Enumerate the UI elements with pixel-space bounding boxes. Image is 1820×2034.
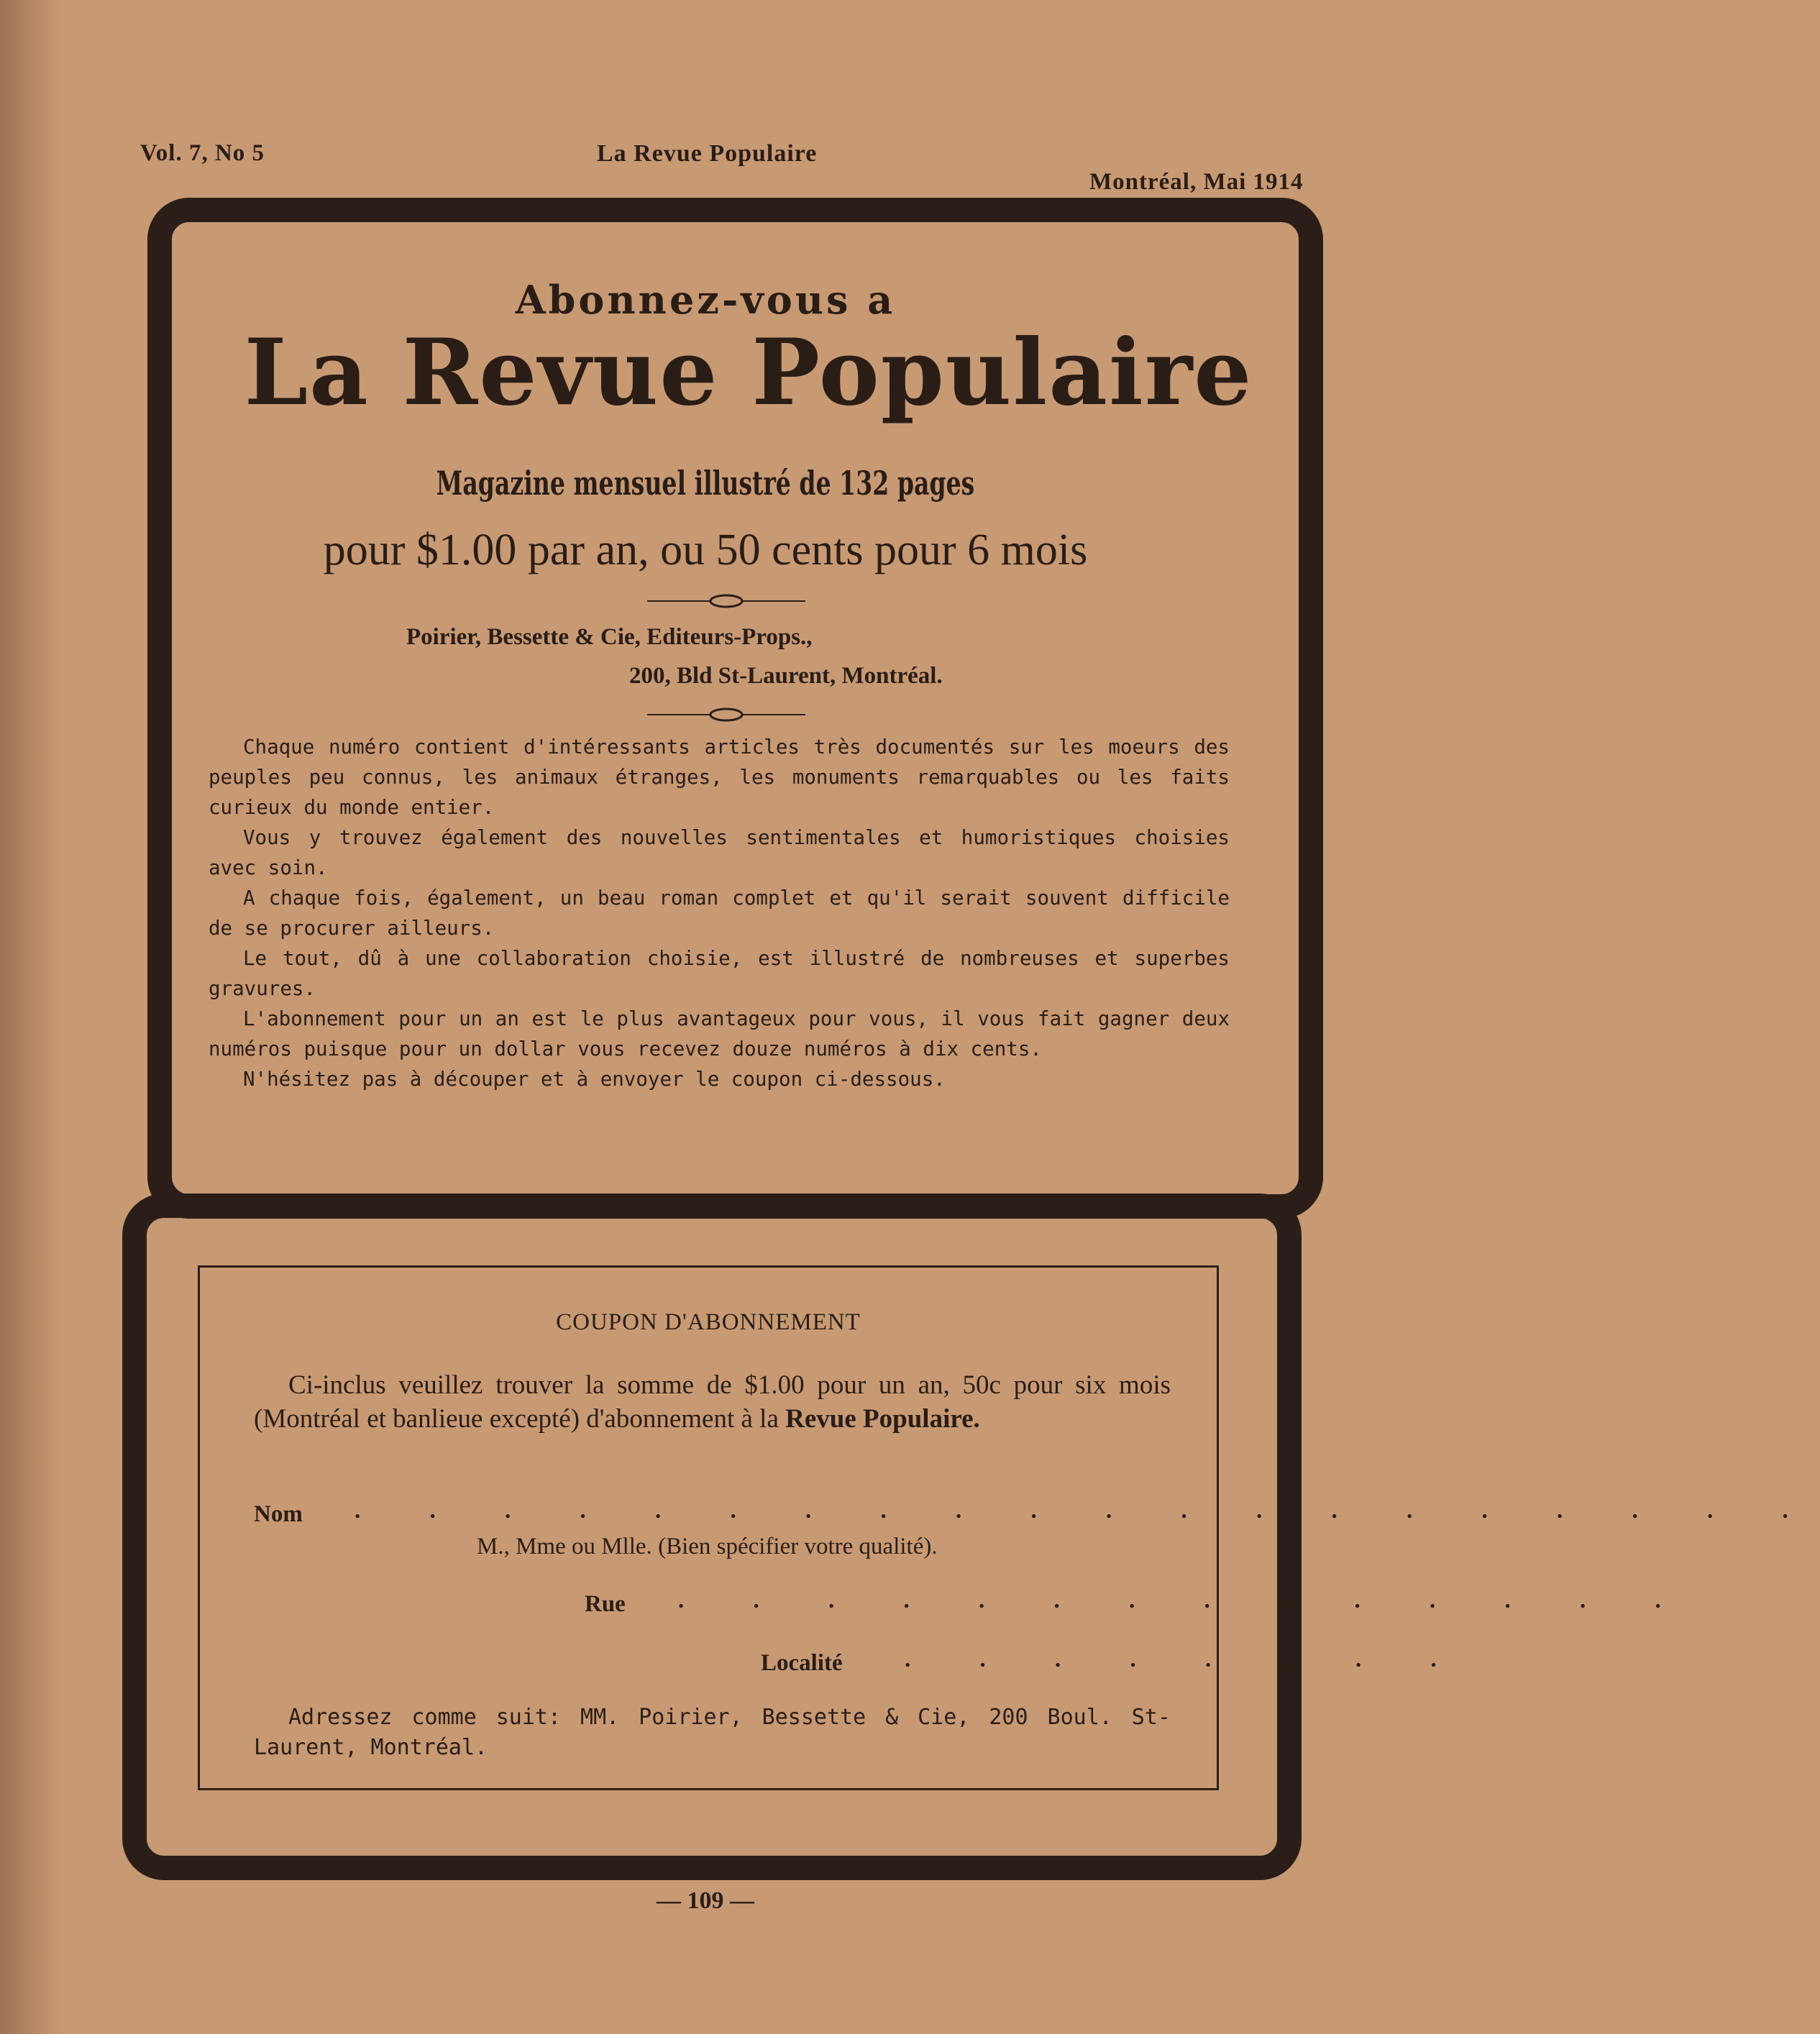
ad-paragraph: N'hésitez pas à découper et à envoyer le coupon ci-dessous. <box>243 1068 946 1091</box>
issue-date: Montréal, Mai 1914 <box>1089 169 1304 195</box>
coupon-title: COUPON D'ABONNEMENT <box>556 1309 861 1335</box>
nom-field-line[interactable]: . . . . . . . . . . . . . . . . . . . . <box>355 1498 1820 1524</box>
coupon-text-bold: Revue Populaire. <box>785 1404 980 1434</box>
ad-paragraph: L'abonnement pour un an est le plus avantageux pour vous, il vous fait gagner deux numéros puisque pour un dollar vous recevez douze numéros à dix cents. <box>209 1007 1230 1060</box>
ad-paragraph: Chaque numéro contient d'intéressants articles très documentés sur les moeurs des peuples peu connus, les animaux étranges, les monuments remarquables ou les faits curieux du monde entier. <box>209 736 1230 819</box>
localite-field-line[interactable]: . . . . . . . . <box>905 1646 1468 1672</box>
ad-price: pour $1.00 par an, ou 50 cents pour 6 mois <box>323 526 1088 574</box>
ornament-divider <box>647 592 805 610</box>
ad-body-text <box>209 732 1230 1094</box>
publisher-address: 200, Bld St-Laurent, Montréal. <box>629 663 943 689</box>
qualite-instruction: M., Mme ou Mlle. (Bien spécifier votre qualité). <box>477 1534 938 1559</box>
ad-paragraph: A chaque fois, également, un beau roman complet et qu'il serait souvent difficile de se procurer ailleurs. <box>209 887 1230 940</box>
volume-number: Vol. 7, No 5 <box>140 140 265 166</box>
running-title: La Revue Populaire <box>597 140 818 167</box>
subscription-coupon <box>198 1265 1820 1790</box>
ad-title: La Revue Populaire <box>244 319 1253 426</box>
ad-paragraph: Vous y trouvez également des nouvelles sentimentales et humoristiques choisies avec soin. <box>209 826 1230 879</box>
ad-subheading: Abonnez-vous a <box>515 277 896 323</box>
rue-field-line[interactable]: . . . . . . . . . . . . . . <box>678 1588 1693 1613</box>
ad-paragraph: Le tout, dû à une collaboration choisie, est illustré de nombreuses et superbes gravures. <box>209 947 1230 1000</box>
rue-field-label: Rue <box>585 1591 626 1617</box>
coupon-text-main: Ci-inclus veuillez trouver la somme de $1.00 pour un an, 50c pour six mois (Montréal et banlieue excepté) d'abonnement à la <box>254 1370 1171 1434</box>
ad-tagline: Magazine mensuel illustré de 132 pages <box>436 464 975 503</box>
publisher-line: Poirier, Bessette & Cie, Editeurs-Props., <box>406 624 813 650</box>
coupon-text <box>254 1368 1171 1436</box>
localite-field-label: Localité <box>761 1650 843 1676</box>
ornament-divider <box>647 706 805 723</box>
nom-field-label: Nom <box>254 1501 303 1527</box>
page-number: — 109 — <box>657 1887 754 1914</box>
coupon-mailing-address: Adressez comme suit: MM. Poirier, Bessette & Cie, 200 Boul. St-Laurent, Montréal. <box>254 1705 1171 1760</box>
